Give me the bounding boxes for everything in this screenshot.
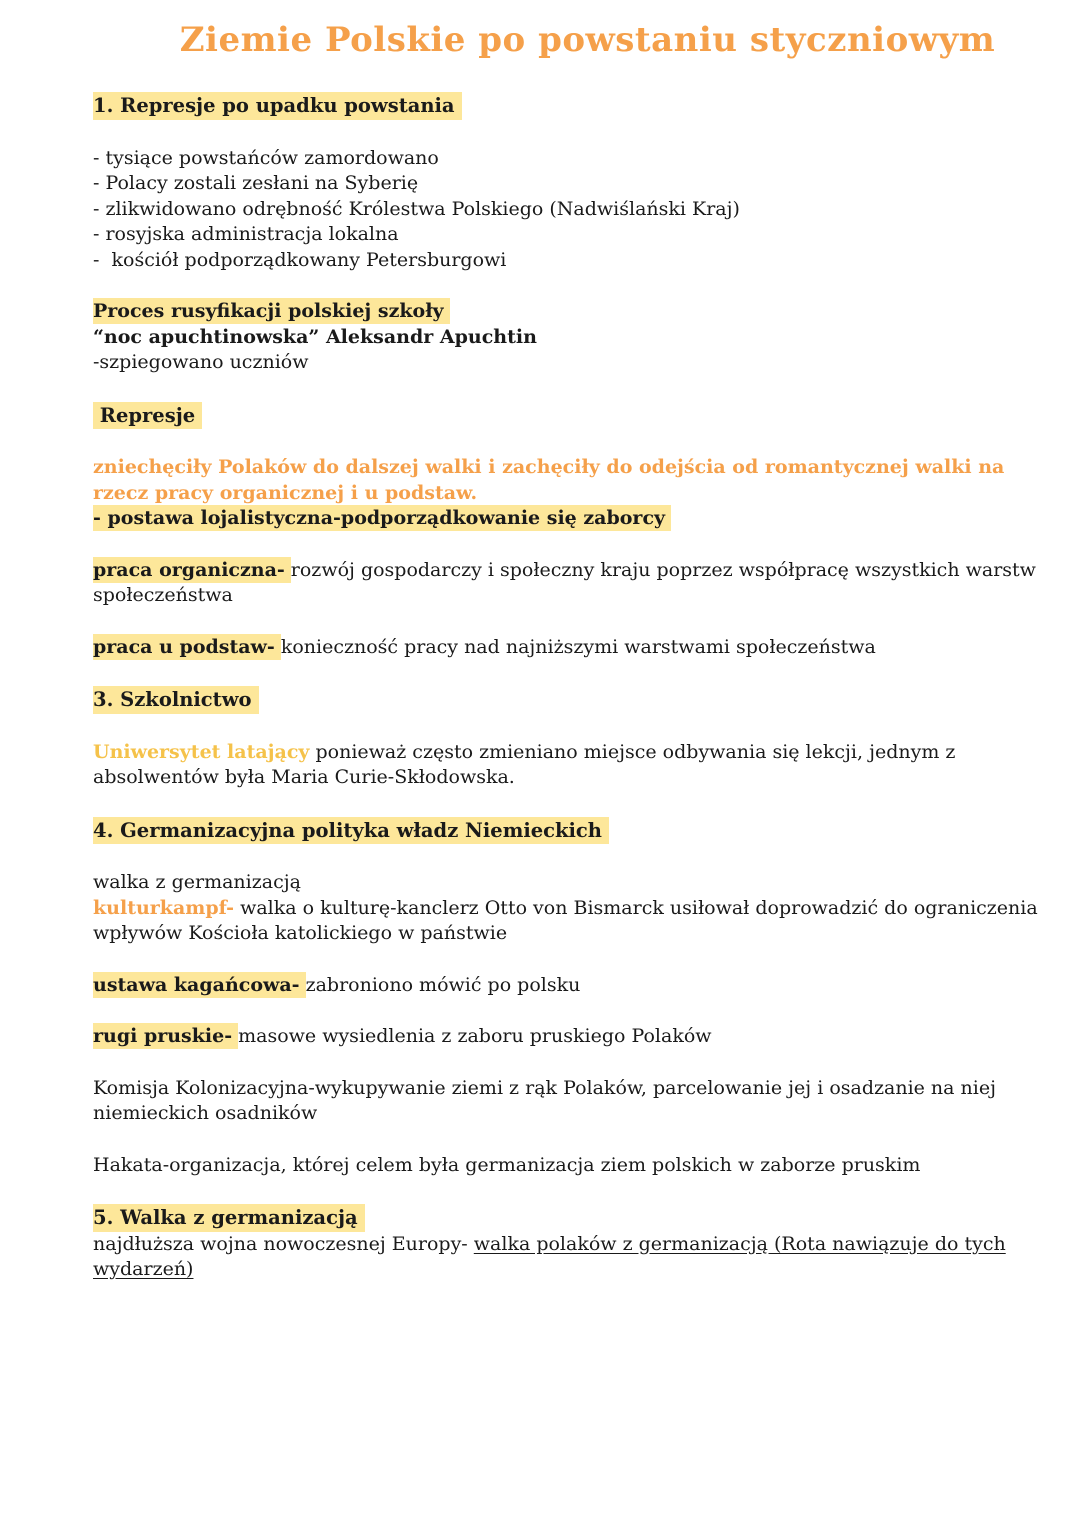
- section-4: [93, 817, 1038, 1179]
- ustawa-kagancowa-paragraph: [93, 973, 1038, 999]
- section-4-heading: 4. Germanizacyjna polityka władz Niemieckich: [93, 817, 609, 845]
- rugi-pruskie-text: masowe wysiedlenia z zaboru pruskiego Polaków: [238, 1025, 712, 1047]
- rusyfikacja-note: -szpiegowano uczniów: [93, 351, 309, 373]
- ustawa-kagancowa-term: ustawa kagańcowa-: [93, 972, 306, 998]
- praca-organiczna-text: rozwój gospodarczy i społeczny kraju poprzez współpracę wszystkich warstw społeczeństwa: [93, 558, 1036, 606]
- uniwersytet-latajacy-paragraph: [93, 740, 1038, 791]
- rusyfikacja-block: [93, 299, 1038, 376]
- kulturkampf-term: kulturkampf-: [93, 896, 235, 919]
- section-5-text: najdłuższa wojna nowoczesnej Europy-: [93, 1232, 474, 1255]
- walka-z-germanizacja: walka z germanizacją: [93, 871, 301, 893]
- list-item: - kościół podporządkowany Petersburgowi: [93, 248, 507, 271]
- section-5-paragraph: [93, 1232, 1038, 1283]
- section-1: [93, 92, 1038, 273]
- section-1-heading: 1. Represje po upadku powstania: [93, 92, 462, 120]
- praca-u-podstaw-definition: [93, 635, 1038, 661]
- rusyfikacja-subheading: “noc apuchtinowska” Aleksandr Apuchtin: [93, 325, 537, 348]
- list-item: - Polacy zostali zesłani na Syberię: [93, 172, 419, 194]
- praca-organiczna-definition: [93, 558, 1038, 609]
- uniwersytet-latajacy-term: Uniwersytet latający: [93, 740, 310, 763]
- section-5: [93, 1204, 1038, 1283]
- kulturkampf-paragraph: [93, 896, 1038, 947]
- represje-block: [93, 402, 1038, 532]
- represje-effect-text: zniechęciły Polaków do dalszej walki i zachęciły do odejścia od romantycznej walki na rzecz pracy organicznej i u podstaw.: [93, 456, 1005, 504]
- rugi-pruskie-term: rugi pruskie-: [93, 1023, 238, 1049]
- hakata-paragraph: Hakata-organizacja, której celem była germanizacja ziem polskich w zaborze pruskim: [93, 1153, 921, 1176]
- section-3: [93, 686, 1038, 791]
- list-item: - tysiące powstańców zamordowano: [93, 146, 439, 169]
- praca-u-podstaw-text: konieczność pracy nad najniższymi warstwami społeczeństwa: [280, 635, 876, 658]
- ustawa-kagancowa-text: zabroniono mówić po polsku: [305, 973, 581, 996]
- section-5-underlined-text: walka polaków z germanizacją (Rota nawiązuje do tych wydarzeń): [93, 1232, 1006, 1280]
- komisja-kolonizacyjna-paragraph: Komisja Kolonizacyjna-wykupywanie ziemi z rąk Polaków, parcelowanie jej i osadzanie na niej niemieckich osadników: [93, 1076, 996, 1124]
- list-item: - rosyjska administracja lokalna: [93, 223, 399, 245]
- document-body: [93, 92, 1038, 1283]
- page-title: Ziemie Polskie po powstaniu styczniowym: [179, 20, 996, 60]
- rugi-pruskie-paragraph: [93, 1024, 1038, 1050]
- postawa-lojalistyczna: - postawa lojalistyczna-podporządkowanie się zaborcy: [93, 505, 671, 531]
- praca-organiczna-term: praca organiczna-: [93, 557, 291, 583]
- section-5-heading: 5. Walka z germanizacją: [93, 1204, 365, 1232]
- uniwersytet-latajacy-text: ponieważ często zmieniano miejsce odbywania się lekcji, jednym z absolwentów była Maria Curie-Skłodowska.: [93, 740, 956, 788]
- section-3-heading: 3. Szkolnictwo: [93, 686, 259, 714]
- kulturkampf-text: walka o kulturę-kanclerz Otto von Bismarck usiłował doprowadzić do ograniczenia wpływów Kościoła katolickiego w państwie: [93, 896, 1038, 944]
- rusyfikacja-heading: Proces rusyfikacji polskiej szkoły: [93, 298, 450, 324]
- represje-heading: Represje: [93, 402, 202, 430]
- praca-u-podstaw-term: praca u podstaw-: [93, 634, 281, 660]
- list-item: - zlikwidowano odrębność Królestwa Polskiego (Nadwiślański Kraj): [93, 197, 740, 220]
